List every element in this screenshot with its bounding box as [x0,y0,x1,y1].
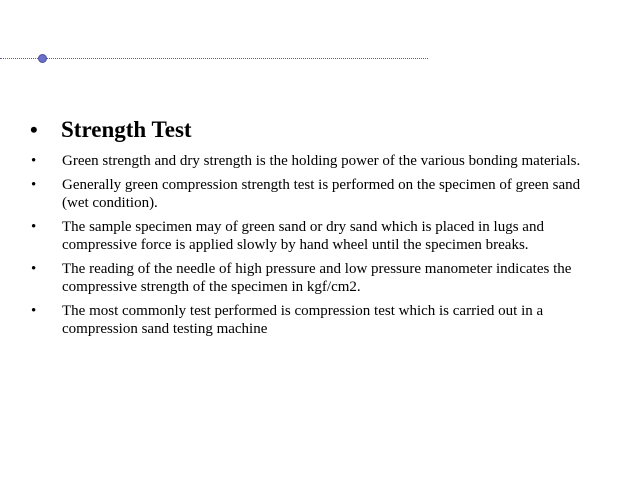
slide-heading: Strength Test [61,117,192,142]
bullet-marker: • [31,261,37,277]
list-item-text: The sample specimen may of green sand or dry sand which is placed in lugs and compressive force is applied slowly by hand wheel until the specimen breaks. [62,219,544,253]
decorative-dotted-line [0,58,428,59]
decorative-dot [38,54,47,63]
list-item [30,302,590,338]
list-item-text: The most commonly test performed is compression test which is carried out in a compression sand testing machine [62,303,544,337]
list-item [30,218,590,254]
bullet-marker: • [31,177,37,193]
bullet-marker: • [31,303,37,319]
heading-bullet: • [30,117,38,142]
list-item [30,152,590,170]
list-item-text: Generally green compression strength test is performed on the specimen of green sand (wet condition). [62,177,581,211]
slide-content [30,116,590,344]
list-item [30,176,590,212]
bullet-list [30,152,590,338]
list-item-text: The reading of the needle of high pressure and low pressure manometer indicates the compressive strength of the specimen in kgf/cm2. [62,261,572,295]
bullet-marker: • [31,153,37,169]
heading-row [30,116,590,144]
list-item [30,260,590,296]
bullet-marker: • [31,219,37,235]
list-item-text: Green strength and dry strength is the holding power of the various bonding materials. [62,153,581,169]
